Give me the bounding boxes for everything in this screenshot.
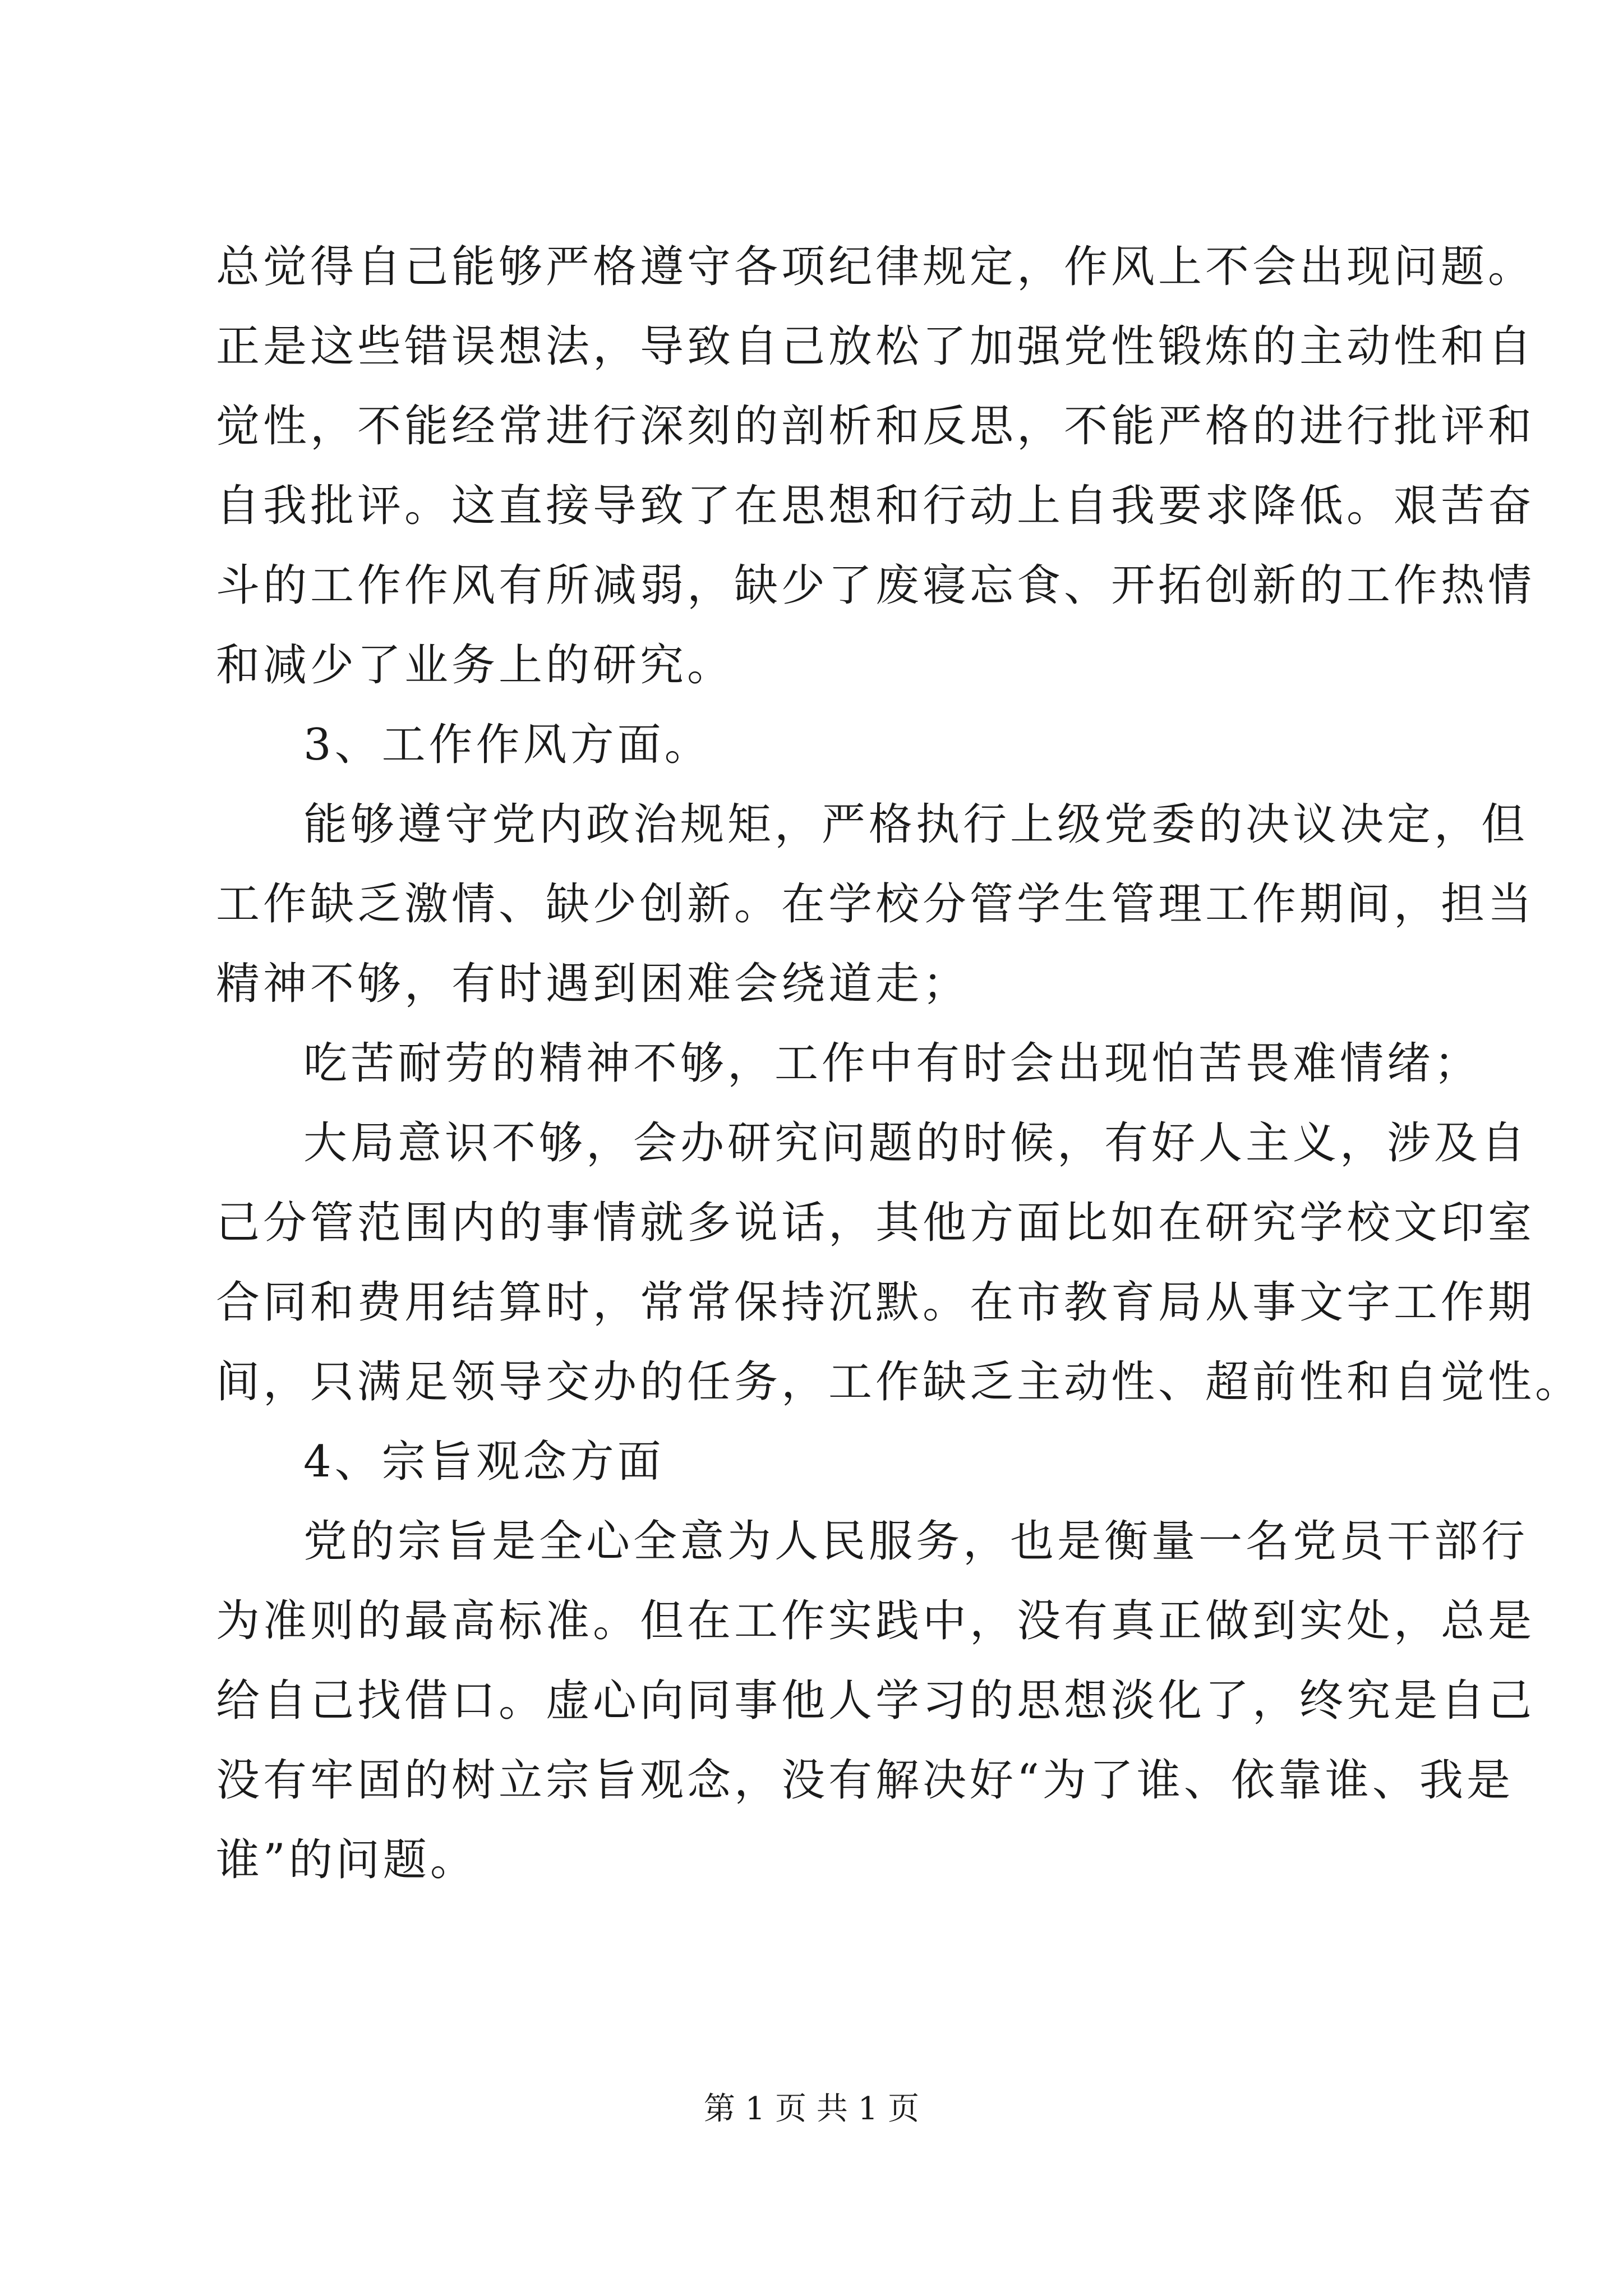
text-line: 工作缺乏激情、缺少创新。在学校分管学生管理工作期间，担当 xyxy=(216,879,1536,930)
text-line: 精神不够，有时遇到困难会绕道走； xyxy=(216,959,970,1009)
document-body xyxy=(216,227,1583,1900)
text-line: 给自己找借口。虚心向同事他人学习的思想淡化了，终究是自己 xyxy=(216,1676,1536,1726)
text-line: 吃苦耐劳的精神不够，工作中有时会出现怕苦畏难情绪； xyxy=(303,1038,1482,1089)
text-line: 合同和费用结算时，常常保持沉默。在市教育局从事文字工作期 xyxy=(216,1277,1536,1328)
text-line: 间，只满足领导交办的任务，工作缺乏主动性、超前性和自觉性。 xyxy=(216,1357,1583,1407)
page-footer xyxy=(0,2090,1623,2129)
text-line: 能够遵守党内政治规矩，严格执行上级党委的决议决定，但 xyxy=(303,799,1529,850)
text-line: 大局意识不够，会办研究问题的时候，有好人主义，涉及自 xyxy=(303,1118,1529,1168)
text-line: 自我批评。这直接导致了在思想和行动上自我要求降低。艰苦奋 xyxy=(216,481,1536,531)
section-heading: 3、工作作风方面。 xyxy=(303,720,712,770)
text-line: 斗的工作作风有所减弱，缺少了废寝忘食、开拓创新的工作热情 xyxy=(216,560,1536,611)
text-line: 总觉得自己能够严格遵守各项纪律规定，作风上不会出现问题。 xyxy=(216,242,1536,292)
text-line: 觉性，不能经常进行深刻的剖析和反思，不能严格的进行批评和 xyxy=(216,401,1536,452)
page-number-label: 第 1 页 共 1 页 xyxy=(703,2091,920,2127)
text-line: 和减少了业务上的研究。 xyxy=(216,640,735,691)
text-line: 没有牢固的树立宗旨观念，没有解决好“为了谁、依靠谁、我是 xyxy=(216,1755,1514,1806)
text-line: 党的宗旨是全心全意为人民服务，也是衡量一名党员干部行 xyxy=(303,1516,1529,1567)
text-line: 己分管范围内的事情就多说话，其他方面比如在研究学校文印室 xyxy=(216,1198,1536,1248)
text-line: 谁”的问题。 xyxy=(216,1835,477,1885)
section-heading: 4、宗旨观念方面 xyxy=(303,1437,665,1487)
text-line: 正是这些错误想法，导致自己放松了加强党性锻炼的主动性和自 xyxy=(216,321,1536,372)
text-line: 为准则的最高标准。但在工作实践中，没有真正做到实处，总是 xyxy=(216,1596,1536,1646)
